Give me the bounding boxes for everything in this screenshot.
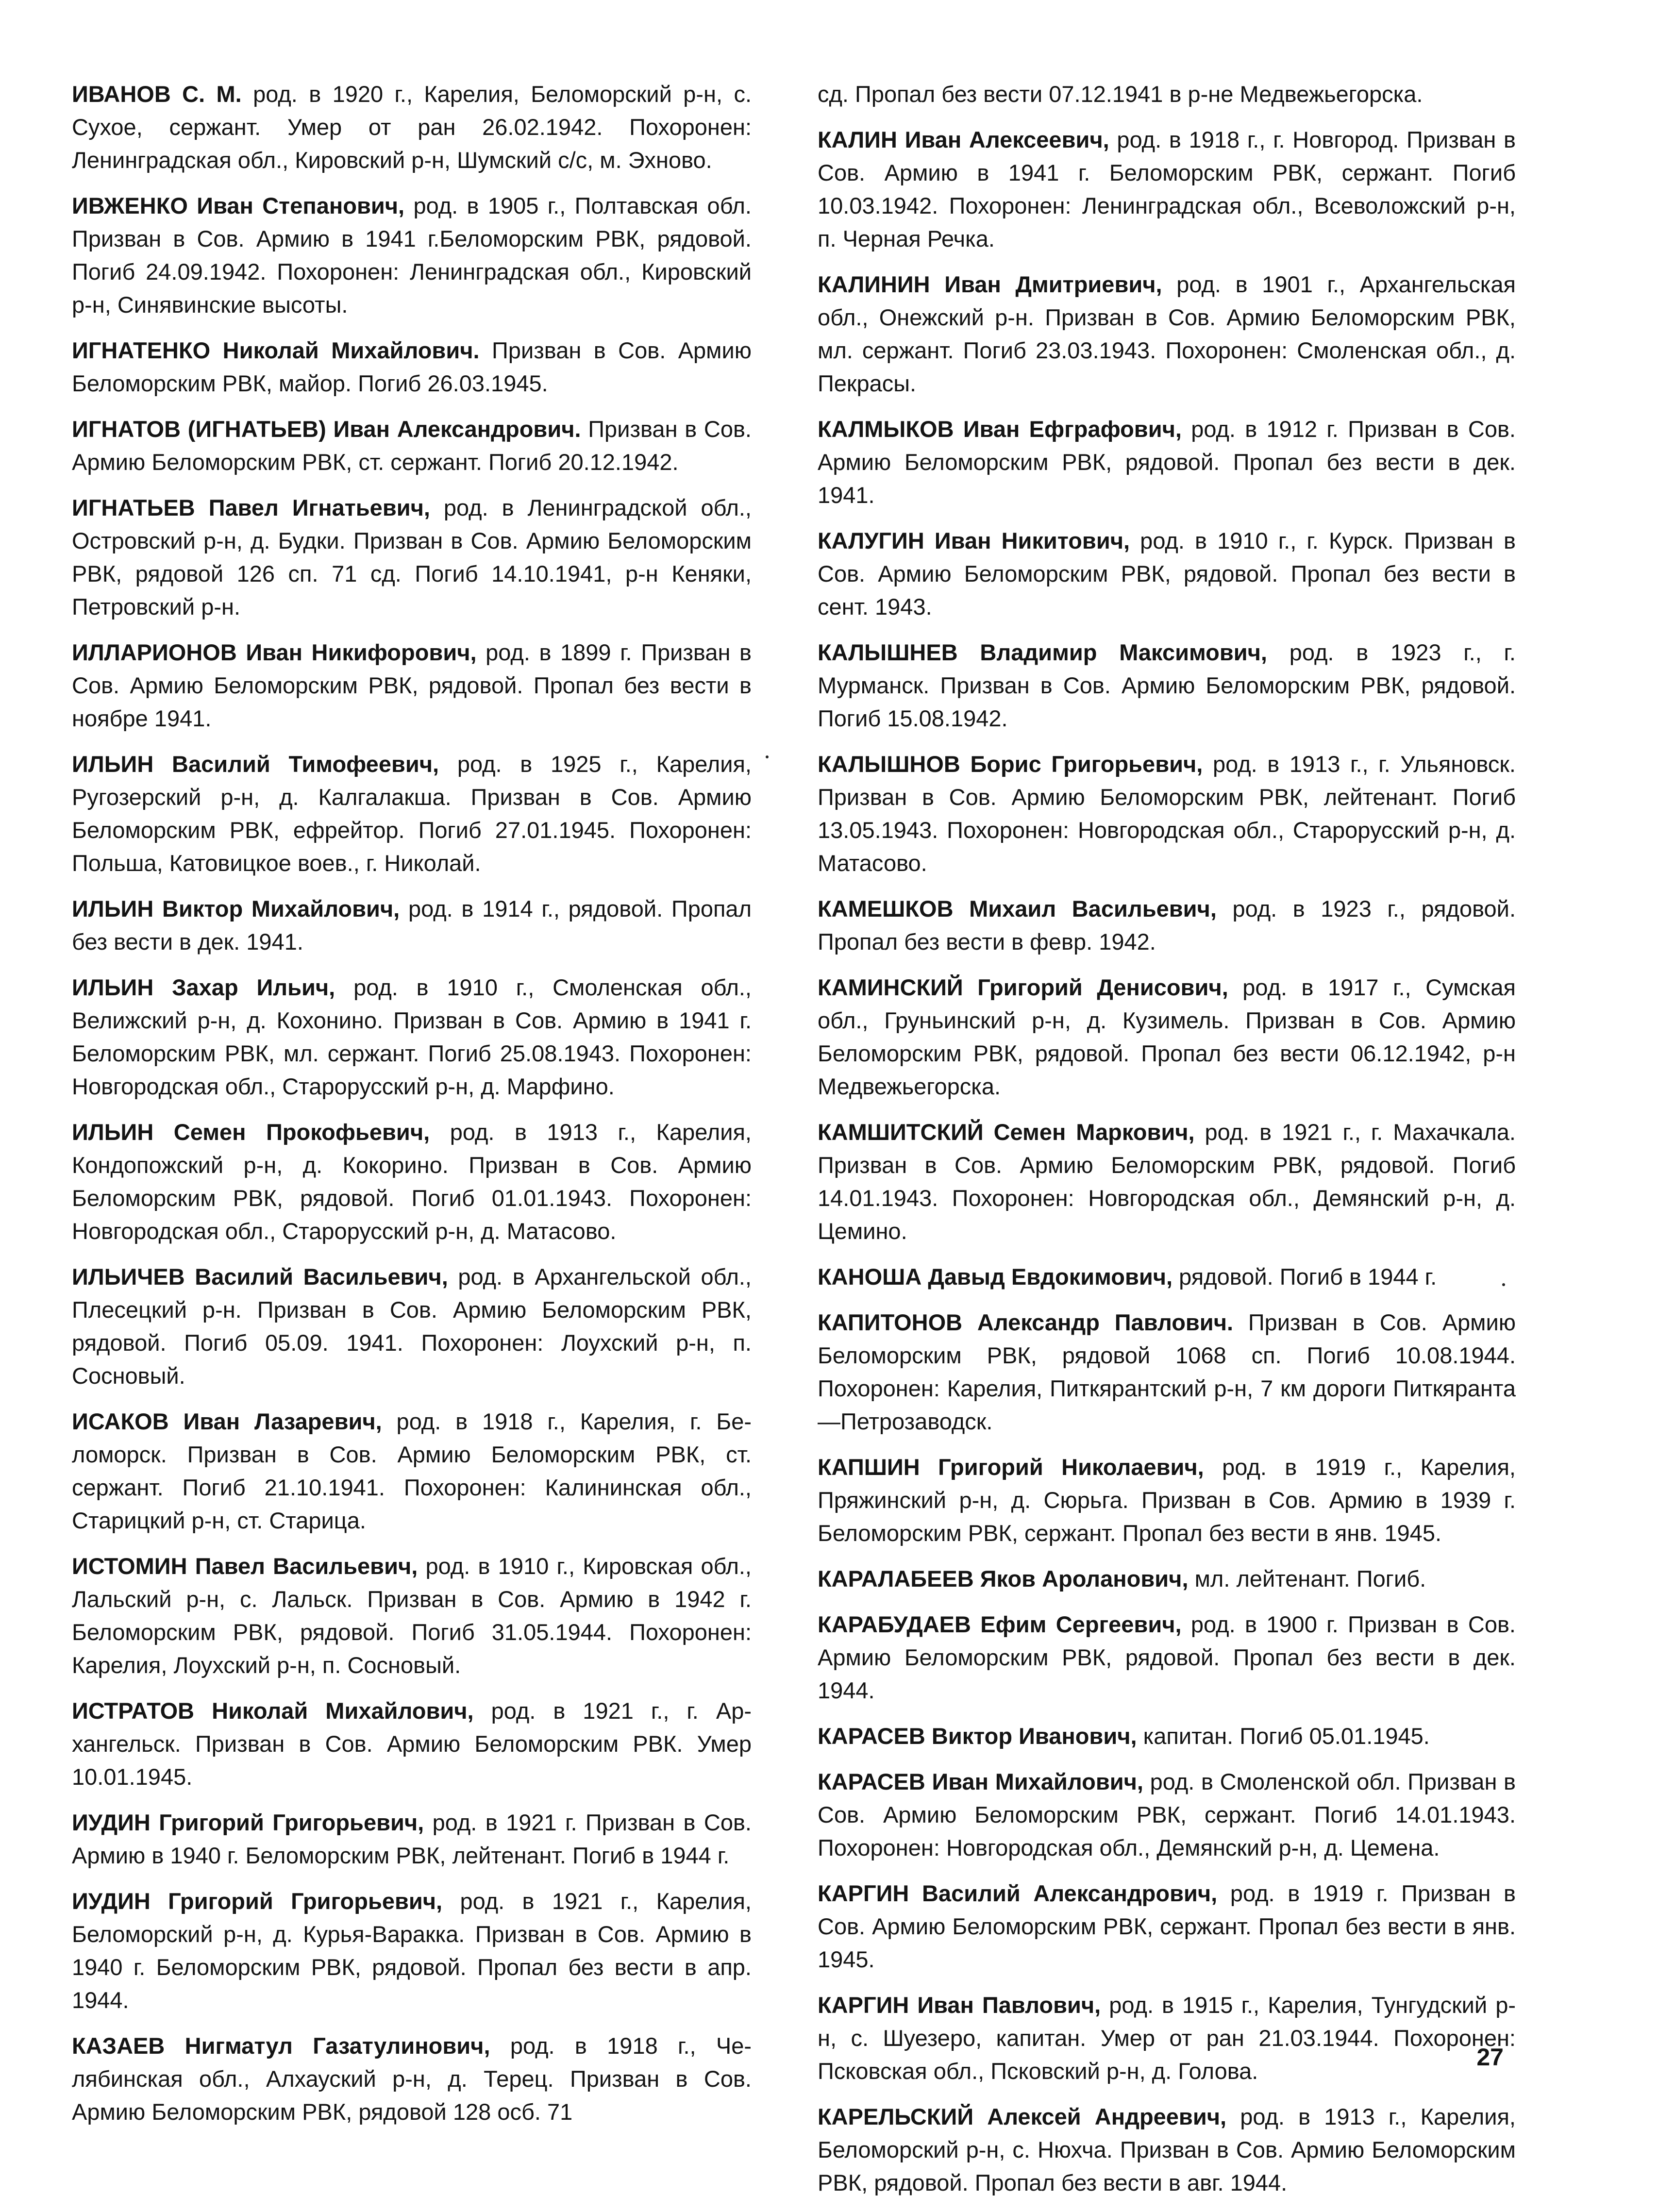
entry-text: род. в Ленинградской обл., Островский р-н, д. Будки. Призван в Сов. Армию Беломорским РВК, рядовой 126 сп. 71 сд. Погиб 14.10.1941, р-н Кеняки, Петровский р-н. — [72, 495, 752, 620]
entry-text: род. в 1923 г., г. Мурманск. Призван в Сов. Армию Беломорским РВК, рядовой. Погиб 15.08.1942. — [818, 639, 1516, 731]
entry — [818, 1306, 1516, 1438]
entry-name: КАПИТОНОВ Александр Павлович. — [818, 1309, 1234, 1335]
entry — [72, 413, 752, 479]
entry — [72, 334, 752, 400]
entry-text: мл. лейтенант. Погиб. — [1188, 1566, 1426, 1592]
entry-text: род. в 1918 г., Челябинская обл., Алхауский р-н, д. Терец. Призван в Сов. Армию Беломорским РВК, рядовой 128 осб. 71 — [72, 2033, 752, 2125]
entry — [72, 78, 752, 177]
entry-text: род. в 1915 г., Карелия, Тунгудский р-н, с. Шуезеро, капитан. Умер от ран 21.03.1944. Похоронен: Псковская обл., Псковский р-н, д. Голова. — [818, 1992, 1516, 2084]
entry-name: КАМИНСКИЙ Григорий Денисович, — [818, 974, 1228, 1000]
entry-name: КАЗАЕВ Нигматул Газатулинович, — [72, 2033, 490, 2059]
entry-text: род. в 1900 г. Призван в Сов. Армию Беломорским РВК, рядовой. Пропал без вести в дек. 1944. — [818, 1611, 1516, 1703]
entry-name: КАРАСЕВ Виктор Иванович, — [818, 1723, 1137, 1749]
entry — [72, 892, 752, 958]
entry — [72, 1694, 752, 1793]
entry-name: ИСАКОВ Иван Лазаревич, — [72, 1408, 382, 1434]
entry-text: род. в 1901 г., Архангельская обл., Онежский р-н. Призван в Сов. Армию Беломорским РВК, мл. сержант. Погиб 23.03.1943. Похоронен: Смоленская обл., д. Пекрасы. — [818, 271, 1516, 396]
entry-text: род. в 1905 г., Полтавская обл. Призван в Сов. Армию в 1941 г.Беломорским РВК, рядовой. Погиб 24.09.1942. Похоронен: Ленинградская обл., Кировский р-н, Синявинские высоты. — [72, 193, 752, 318]
entry — [72, 189, 752, 321]
entry — [72, 748, 752, 880]
entry-name: КАРАБУДАЕВ Ефим Сергеевич, — [818, 1611, 1182, 1637]
entry-name: ИВАНОВ С. М. — [72, 81, 242, 107]
entry-text: Призван в Сов. Армию Беломорским РВК, ст. сержант. Погиб 20.12.1942. — [72, 416, 752, 475]
entry-text: род. в 1913 г., г. Ульяновск. Призван в Сов. Армию Беломорским РВК, лейтенант. Погиб 13.05.1943. Похоронен: Новгородская обл., Старорусский р-н, д. Матасово. — [818, 751, 1516, 876]
entry — [818, 636, 1516, 735]
entry-text: род. в 1923 г., рядовой. Пропал без вести в февр. 1942. — [818, 896, 1516, 955]
entry — [818, 1608, 1516, 1707]
entry-name: ИЛЬИН Василий Тимофеевич, — [72, 751, 439, 777]
entry-text: род. в 1920 г., Карелия, Беломорский р-н, с. Сухое, сержант. Умер от ран 26.02.1942. Похоронен: Ленинградская обл., Кировский р-н, Шумский с/с, м. Эхново. — [72, 81, 752, 173]
entry — [72, 491, 752, 623]
entry-text: капитан. Погиб 05.01.1945. — [1137, 1723, 1430, 1749]
entry-text: род. в 1921 г. Призван в Сов. Армию в 1940 г. Беломорским РВК, лейтенант. Погиб в 1944 г. — [72, 1810, 752, 1868]
entry-name: ИВЖЕНКО Иван Степанович, — [72, 193, 405, 218]
entry-text: род. в 1899 г. Призван в Сов. Армию Беломорским РВК, рядовой. Пропал без вести в ноябре 1941. — [72, 639, 752, 731]
entry-name: КАМЕШКОВ Михаил Васильевич, — [818, 896, 1217, 922]
entry-name: КАЛИНИН Иван Дмитриевич, — [818, 271, 1162, 297]
entry-name: ИЛЬИН Семен Прокофьевич, — [72, 1119, 430, 1145]
entry — [818, 524, 1516, 623]
entry-name: КАПШИН Григорий Николаевич, — [818, 1454, 1204, 1480]
entry-text: род. в 1913 г., Карелия, Кондопожский р-н, д. Кокорино. Призван в Сов. Армию Беломорским РВК, рядовой. Погиб 01.01.1943. Похоронен: Новгородская обл., Старорусский р-н, д. Матасово. — [72, 1119, 752, 1244]
entry — [818, 748, 1516, 880]
entry-text: род. в 1918 г., г. Новгород. Призван в Сов. Армию в 1941 г. Беломорским РВК, сержант. Погиб 10.03.1942. Похоронен: Ленинградская обл., Всеволожский р-н, п. Черная Речка. — [818, 127, 1516, 251]
entry — [818, 123, 1516, 255]
entry-text: Призван в Сов. Армию Беломорским РВК, майор. Погиб 26.03.1945. — [72, 337, 752, 396]
entry — [818, 1562, 1516, 1595]
entry-name: ИГНАТЕНКО Николай Михайлович. — [72, 337, 480, 363]
entry-text: род. в 1925 г., Карелия, Ругозерский р-н, д. Калгалакша. Призван в Сов. Армию Беломорским РВК, ефрейтор. Погиб 27.01.1945. Похоронен: Польша, Катовицкое воев., г. Николай. — [72, 751, 752, 876]
entry-text: род. в 1921 г., г. Архангельск. Призван в Сов. Армию Беломорским РВК. Умер 10.01.1945. — [72, 1698, 752, 1790]
column-right — [818, 78, 1516, 2212]
entry-name: ИУДИН Григорий Григорьевич, — [72, 1810, 424, 1835]
entry-name: КАМШИТСКИЙ Семен Маркович, — [818, 1119, 1195, 1145]
entry — [72, 1806, 752, 1872]
entry-text: род. в 1912 г. Призван в Сов. Армию Беломорским РВК, рядовой. Пропал без вести в дек. 1941. — [818, 416, 1516, 508]
entry — [72, 1116, 752, 1248]
entry-text: род. в 1917 г., Сумская обл., Груньинский р-н, д. Кузимель. Призван в Сов. Армию Беломорским РВК, рядовой. Пропал без вести 06.12.1942, р-н Медвежьегорска. — [818, 974, 1516, 1099]
entry-text: род. в Смоленской обл. Призван в Сов. Армию Беломорским РВК, сержант. Погиб 14.01.1943. Похоронен: Новгородская обл., Демянский р-н, д. Цемена. — [818, 1769, 1516, 1860]
entry — [818, 892, 1516, 958]
entry-name: ИГНАТЬЕВ Павел Игнатьевич, — [72, 495, 430, 520]
entry-name: ИСТОМИН Павел Васильевич, — [72, 1553, 418, 1579]
entry-text: род. в 1910 г., Кировская обл., Лальский р-н, с. Лальск. Призван в Сов. Армию в 1942 г. Беломорским РВК, рядовой. Погиб 31.05.1944. Похоронен: Карелия, Лоухский р-н, п. Сосновый. — [72, 1553, 752, 1678]
entry — [818, 2100, 1516, 2199]
entry-name: ИГНАТОВ (ИГНАТЬЕВ) Иван Александрович. — [72, 416, 581, 442]
entry — [818, 268, 1516, 400]
entry — [818, 1877, 1516, 1976]
entry-name: ИСТРАТОВ Николай Михайлович, — [72, 1698, 474, 1724]
entry — [818, 78, 1516, 111]
entry-text: род. в 1914 г., рядовой. Пропал без вести в дек. 1941. — [72, 896, 752, 955]
entry — [72, 971, 752, 1103]
entry-name: ИЛЬИЧЕВ Василий Васильевич, — [72, 1264, 448, 1290]
entry — [818, 1720, 1516, 1753]
entry — [72, 1885, 752, 2017]
entry — [818, 1260, 1516, 1293]
entry-name: КАЛМЫКОВ Иван Ефграфович, — [818, 416, 1182, 442]
entry — [72, 1405, 752, 1537]
entry-name: КАРГИН Василий Александрович, — [818, 1880, 1218, 1906]
entry — [72, 1260, 752, 1392]
entry-text: род. в 1921 г., г. Махачкала. Призван в Сов. Армию Беломорским РВК, рядовой. Погиб 14.01.1943. Похоронен: Новгородская обл., Демянский р-н, д. Цемино. — [818, 1119, 1516, 1244]
entry-text: род. в 1918 г., Карелия, г. Беломорск. Призван в Сов. Армию Беломорским РВК, ст. сержант. Погиб 21.10.1941. Похоронен: Калининская обл., Старицкий р-н, ст. Старица. — [72, 1408, 752, 1533]
entry-text: род. в 1919 г. Призван в Сов. Армию Беломорским РВК, сержант. Пропал без вести в янв. 1945. — [818, 1880, 1516, 1972]
entry-name: КАЛЫШНЕВ Владимир Максимович, — [818, 639, 1267, 665]
entry — [72, 1550, 752, 1682]
entry-name: КАРАЛАБЕЕВ Яков Ароланович, — [818, 1566, 1189, 1592]
scan-speck — [766, 755, 769, 758]
entry-text: род. в 1910 г., г. Курск. Призван в Сов. Армию Беломорским РВК, рядовой. Пропал без вести в сент. 1943. — [818, 528, 1516, 620]
entry-name: КАРАСЕВ Иван Михайлович, — [818, 1769, 1143, 1794]
entry — [818, 1989, 1516, 2088]
scan-speck — [1502, 1283, 1505, 1286]
entry-name: КАРГИН Иван Павлович, — [818, 1992, 1101, 2018]
entry-text: рядовой. Погиб в 1944 г. — [1172, 1264, 1437, 1290]
entry-text: род. в 1913 г., Карелия, Беломорский р-н, с. Нюхча. Призван в Сов. Армию Беломорским РВК, рядовой. Пропал без вести в авг. 1944. — [818, 2104, 1516, 2195]
page-number: 27 — [1476, 2044, 1504, 2071]
entry-name: ИЛЬИН Захар Ильич, — [72, 974, 335, 1000]
entry-text: Призван в Сов. Армию Беломорским РВК, рядовой 1068 сп. Погиб 10.08.1944. Похоронен: Карелия, Питкярантский р-н, 7 км дороги Питкяранта—Петрозаводск. — [818, 1309, 1516, 1434]
entry-name: ИУДИН Григорий Григорьевич, — [72, 1888, 443, 1914]
entry — [818, 413, 1516, 512]
entry — [818, 1116, 1516, 1248]
entry-name: КАРЕЛЬСКИЙ Алексей Андреевич, — [818, 2104, 1227, 2129]
entry-text: род. в 1910 г., Смоленская обл., Велижский р-н, д. Кохонино. Призван в Сов. Армию в 1941 г. Беломорским РВК, мл. сержант. Погиб 25.08.1943. Похоронен: Новгородская обл., Старорусский р-н, д. Марфино. — [72, 974, 752, 1099]
entry-text: род. в 1921 г., Карелия, Беломорский р-н, д. Курья-Варакка. Призван в Сов. Армию в 1940 г. Беломорским РВК, рядовой. Пропал без вести в апр. 1944. — [72, 1888, 752, 2013]
entry — [72, 2029, 752, 2128]
column-left — [72, 78, 752, 2141]
entry-text: род. в 1919 г., Карелия, Пряжинский р-н, д. Сюрьга. Призван в Сов. Армию в 1939 г. Беломорским РВК, сержант. Пропал без вести в янв. 1945. — [818, 1454, 1516, 1546]
entry-name: КАЛЫШНОВ Борис Григорьевич, — [818, 751, 1203, 777]
entry — [818, 1765, 1516, 1864]
entry — [72, 636, 752, 735]
entry-name: ИЛЛАРИОНОВ Иван Никифорович, — [72, 639, 477, 665]
entry-name: ИЛЬИН Виктор Михайлович, — [72, 896, 400, 922]
entry-name: КАЛУГИН Иван Никитович, — [818, 528, 1130, 553]
entry — [818, 1451, 1516, 1550]
entry — [818, 971, 1516, 1103]
entry-name: КАНОША Давыд Евдокимович, — [818, 1264, 1173, 1290]
entry-name: КАЛИН Иван Алексеевич, — [818, 127, 1109, 152]
entry-text: род. в Архангельской обл., Плесецкий р-н. Призван в Сов. Армию Беломорским РВК, рядовой. Погиб 05.09. 1941. Похоронен: Лоухский р-н, п. Сосновый. — [72, 1264, 752, 1389]
entry-text: сд. Пропал без вести 07.12.1941 в р-не Медвежьегорска. — [818, 81, 1423, 107]
